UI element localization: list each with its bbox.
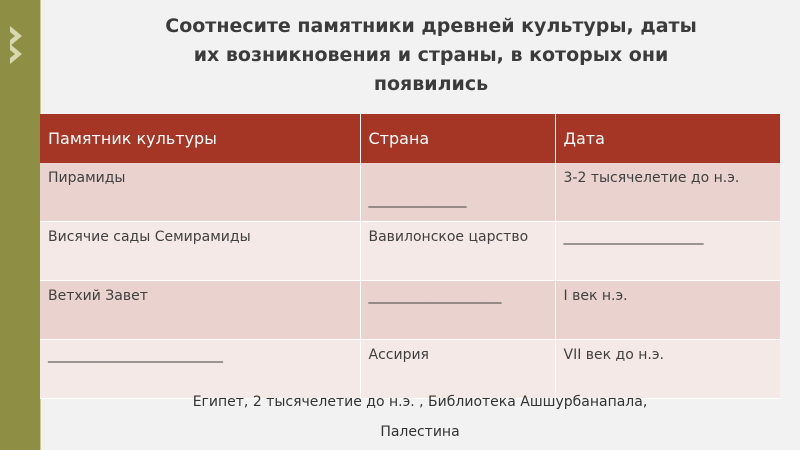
column-header-date: Дата [555, 114, 780, 163]
table-cell: 3-2 тысячелетие до н.э. [555, 163, 780, 222]
table-cell: Вавилонское царство [360, 222, 555, 281]
table-cell: Ветхий Завет [40, 281, 360, 340]
table-cell: ____________________ [555, 222, 780, 281]
slide-title [62, 12, 800, 99]
table-row [40, 281, 780, 340]
table-row [40, 340, 780, 399]
table-cell: _________________________ [40, 340, 360, 399]
answer-options-line-2: Палестина [380, 424, 460, 440]
table-cell: Висячие сады Семирамиды [40, 222, 360, 281]
chevron-arrows-icon [7, 23, 29, 68]
title-line: появились [373, 73, 489, 95]
table-cell: Пирамиды [40, 163, 360, 222]
table-header-row [40, 114, 780, 163]
matching-table [40, 114, 780, 399]
table-cell: ___________________ [360, 281, 555, 340]
title-line: их возникновения и страны, в которых они [193, 44, 669, 66]
table-cell: ______________ [360, 163, 555, 222]
table-row [40, 222, 780, 281]
table-cell: VII век до н.э. [555, 340, 780, 399]
table-cell: I век н.э. [555, 281, 780, 340]
table-cell: Ассирия [360, 340, 555, 399]
answer-options-line-1: Египет, 2 тысячелетие до н.э. , Библиотека Ашшурбанапала, [192, 394, 648, 410]
title-line: Соотнесите памятники древней культуры, даты [165, 15, 697, 37]
column-header-monument: Памятник культуры [40, 114, 360, 163]
column-header-country: Страна [360, 114, 555, 163]
table-row [40, 163, 780, 222]
